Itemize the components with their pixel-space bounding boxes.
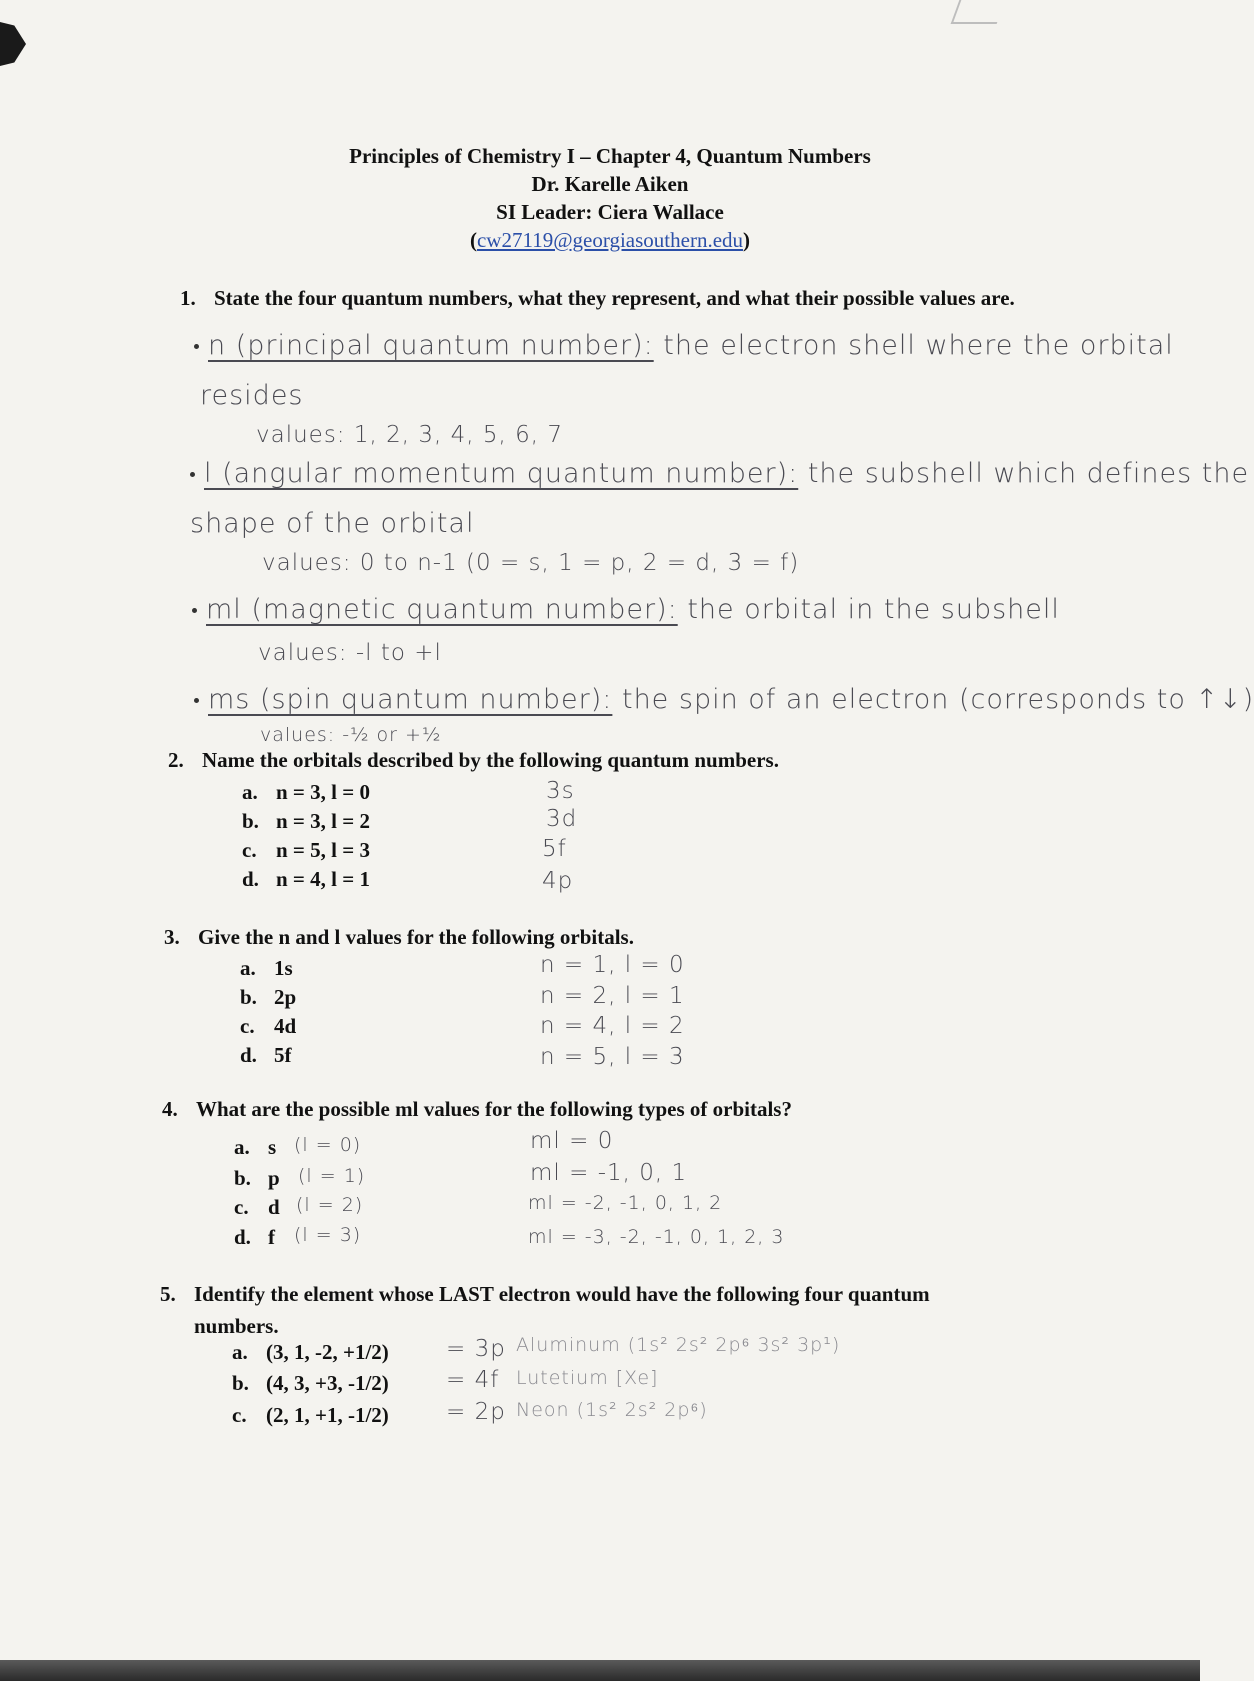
q2-answer-b: 3d bbox=[546, 806, 578, 832]
answer-ms-line bbox=[194, 684, 1254, 715]
item-letter: c. bbox=[234, 1195, 249, 1219]
q2-answer-d: 4p bbox=[542, 868, 574, 894]
question-2 bbox=[168, 748, 779, 773]
bullet-icon bbox=[194, 344, 199, 349]
q3-item-d bbox=[240, 1043, 292, 1068]
q4-note-b: (l = 1) bbox=[298, 1165, 366, 1187]
item-text: n = 3, l = 0 bbox=[276, 780, 370, 804]
q5-item-b bbox=[232, 1371, 389, 1396]
answer-desc: the electron shell where the orbital bbox=[663, 330, 1174, 361]
q4-note-a: (l = 0) bbox=[294, 1134, 362, 1156]
bullet-icon bbox=[192, 608, 197, 613]
q4-item-d bbox=[234, 1225, 275, 1250]
question-number: 1. bbox=[180, 286, 196, 310]
answer-term: ml (magnetic quantum number): bbox=[206, 594, 678, 625]
q5-answer-b: Lutetium [Xe] bbox=[516, 1367, 659, 1389]
answer-ms-values: values: -½ or +½ bbox=[260, 724, 442, 746]
scan-bottom-edge bbox=[0, 1660, 1200, 1681]
answer-ml-values: values: -l to +l bbox=[258, 640, 442, 666]
answer-desc: the subshell which defines the bbox=[807, 458, 1250, 489]
question-1 bbox=[180, 286, 1015, 311]
q5-orbital-b: = 4f bbox=[446, 1367, 500, 1393]
item-letter: a. bbox=[240, 956, 256, 980]
q4-answer-b: ml = -1, 0, 1 bbox=[530, 1160, 688, 1186]
q2-item-c bbox=[242, 838, 370, 863]
bullet-icon bbox=[194, 698, 199, 703]
course-title: Principles of Chemistry I – Chapter 4, Quantum Numbers bbox=[349, 144, 871, 168]
item-text: n = 4, l = 1 bbox=[276, 867, 370, 891]
binder-clip-mark bbox=[0, 22, 26, 66]
item-letter: d. bbox=[242, 867, 259, 891]
question-text: Identify the element whose LAST electron would have the following four quantum bbox=[194, 1282, 930, 1306]
q5-answer-c: Neon (1s² 2s² 2p⁶) bbox=[516, 1399, 708, 1421]
item-text: 5f bbox=[274, 1043, 292, 1067]
q3-item-b bbox=[240, 985, 296, 1010]
item-letter: a. bbox=[232, 1340, 248, 1364]
q2-item-b bbox=[242, 809, 370, 834]
si-leader: SI Leader: Ciera Wallace bbox=[496, 200, 724, 224]
q4-answer-d: ml = -3, -2, -1, 0, 1, 2, 3 bbox=[528, 1226, 785, 1248]
q5-orbital-a: = 3p bbox=[446, 1336, 506, 1362]
answer-n-values: values: 1, 2, 3, 4, 5, 6, 7 bbox=[256, 422, 564, 448]
worksheet-header bbox=[0, 142, 1220, 254]
item-letter: a. bbox=[234, 1135, 250, 1159]
item-letter: b. bbox=[240, 985, 257, 1009]
answer-term: n (principal quantum number): bbox=[208, 330, 654, 361]
q4-answer-c: ml = -2, -1, 0, 1, 2 bbox=[528, 1192, 723, 1214]
q5-orbital-c: = 2p bbox=[446, 1399, 506, 1425]
answer-l-line2: shape of the orbital bbox=[190, 508, 475, 539]
corner-fold-mark bbox=[951, 0, 1006, 24]
item-text: (3, 1, -2, +1/2) bbox=[266, 1340, 389, 1364]
item-text: (2, 1, +1, -1/2) bbox=[266, 1403, 389, 1427]
item-text: 2p bbox=[274, 985, 297, 1009]
q4-note-d: (l = 3) bbox=[294, 1224, 362, 1246]
item-letter: b. bbox=[234, 1166, 251, 1190]
q3-answer-c: n = 4, l = 2 bbox=[540, 1013, 685, 1039]
item-letter: d. bbox=[240, 1043, 257, 1067]
item-text: d bbox=[268, 1195, 280, 1219]
bullet-icon bbox=[190, 472, 195, 477]
item-letter: c. bbox=[232, 1403, 247, 1427]
question-5-cont: numbers. bbox=[194, 1314, 279, 1338]
answer-term: l (angular momentum quantum number): bbox=[204, 458, 799, 489]
q3-item-c bbox=[240, 1014, 296, 1039]
q4-item-a bbox=[234, 1135, 276, 1160]
item-text: n = 3, l = 2 bbox=[276, 809, 370, 833]
email-link[interactable]: cw27119@georgiasouthern.edu bbox=[476, 228, 744, 252]
answer-ml-line bbox=[192, 594, 1060, 625]
answer-n-line2: resides bbox=[200, 380, 304, 411]
item-text: s bbox=[268, 1135, 277, 1159]
answer-desc: the spin of an electron (corresponds to ↑↓) bbox=[621, 684, 1254, 715]
question-text: State the four quantum numbers, what they represent, and what their possible values are. bbox=[214, 286, 1015, 310]
q5-item-c bbox=[232, 1403, 389, 1428]
item-text: (4, 3, +3, -1/2) bbox=[266, 1371, 389, 1395]
answer-desc: the orbital in the subshell bbox=[687, 594, 1060, 625]
q2-item-d bbox=[242, 867, 370, 892]
question-text: Give the n and l values for the following orbitals. bbox=[198, 925, 634, 949]
answer-l-values: values: 0 to n-1 (0 = s, 1 = p, 2 = d, 3 = f) bbox=[262, 550, 800, 576]
q2-answer-c: 5f bbox=[542, 836, 567, 862]
item-text: 1s bbox=[274, 956, 293, 980]
question-number: 3. bbox=[164, 925, 180, 949]
answer-term: ms (spin quantum number): bbox=[208, 684, 613, 715]
item-letter: c. bbox=[240, 1014, 255, 1038]
question-number: 5. bbox=[160, 1282, 176, 1306]
q2-item-a bbox=[242, 780, 370, 805]
item-letter: b. bbox=[242, 809, 259, 833]
item-text: 4d bbox=[274, 1014, 297, 1038]
item-text: n = 5, l = 3 bbox=[276, 838, 370, 862]
q5-answer-a: Aluminum (1s² 2s² 2p⁶ 3s² 3p¹) bbox=[516, 1334, 841, 1356]
item-text: p bbox=[268, 1166, 280, 1190]
q4-item-c bbox=[234, 1195, 280, 1220]
item-letter: d. bbox=[234, 1225, 251, 1249]
q4-note-c: (l = 2) bbox=[296, 1194, 364, 1216]
item-letter: b. bbox=[232, 1371, 249, 1395]
email-line: (cw27119@georgiasouthern.edu) bbox=[469, 228, 751, 252]
question-number: 4. bbox=[162, 1097, 178, 1121]
q4-answer-a: ml = 0 bbox=[530, 1128, 614, 1154]
answer-l-line bbox=[190, 458, 1249, 489]
question-text: What are the possible ml values for the following types of orbitals? bbox=[196, 1097, 792, 1121]
q5-item-a bbox=[232, 1340, 389, 1365]
item-letter: a. bbox=[242, 780, 258, 804]
item-letter: c. bbox=[242, 838, 257, 862]
q3-answer-d: n = 5, l = 3 bbox=[540, 1044, 685, 1070]
q3-answer-a: n = 1, l = 0 bbox=[540, 952, 685, 978]
question-number: 2. bbox=[168, 748, 184, 772]
answer-n-line bbox=[194, 330, 1174, 361]
question-4 bbox=[162, 1097, 792, 1122]
item-text: f bbox=[268, 1225, 275, 1249]
question-5 bbox=[160, 1282, 930, 1307]
q3-item-a bbox=[240, 956, 293, 981]
q3-answer-b: n = 2, l = 1 bbox=[540, 983, 685, 1009]
q2-answer-a: 3s bbox=[546, 778, 575, 804]
question-text: Name the orbitals described by the following quantum numbers. bbox=[202, 748, 779, 772]
question-3 bbox=[164, 925, 634, 950]
instructor-name: Dr. Karelle Aiken bbox=[531, 172, 689, 196]
q4-item-b bbox=[234, 1166, 280, 1191]
